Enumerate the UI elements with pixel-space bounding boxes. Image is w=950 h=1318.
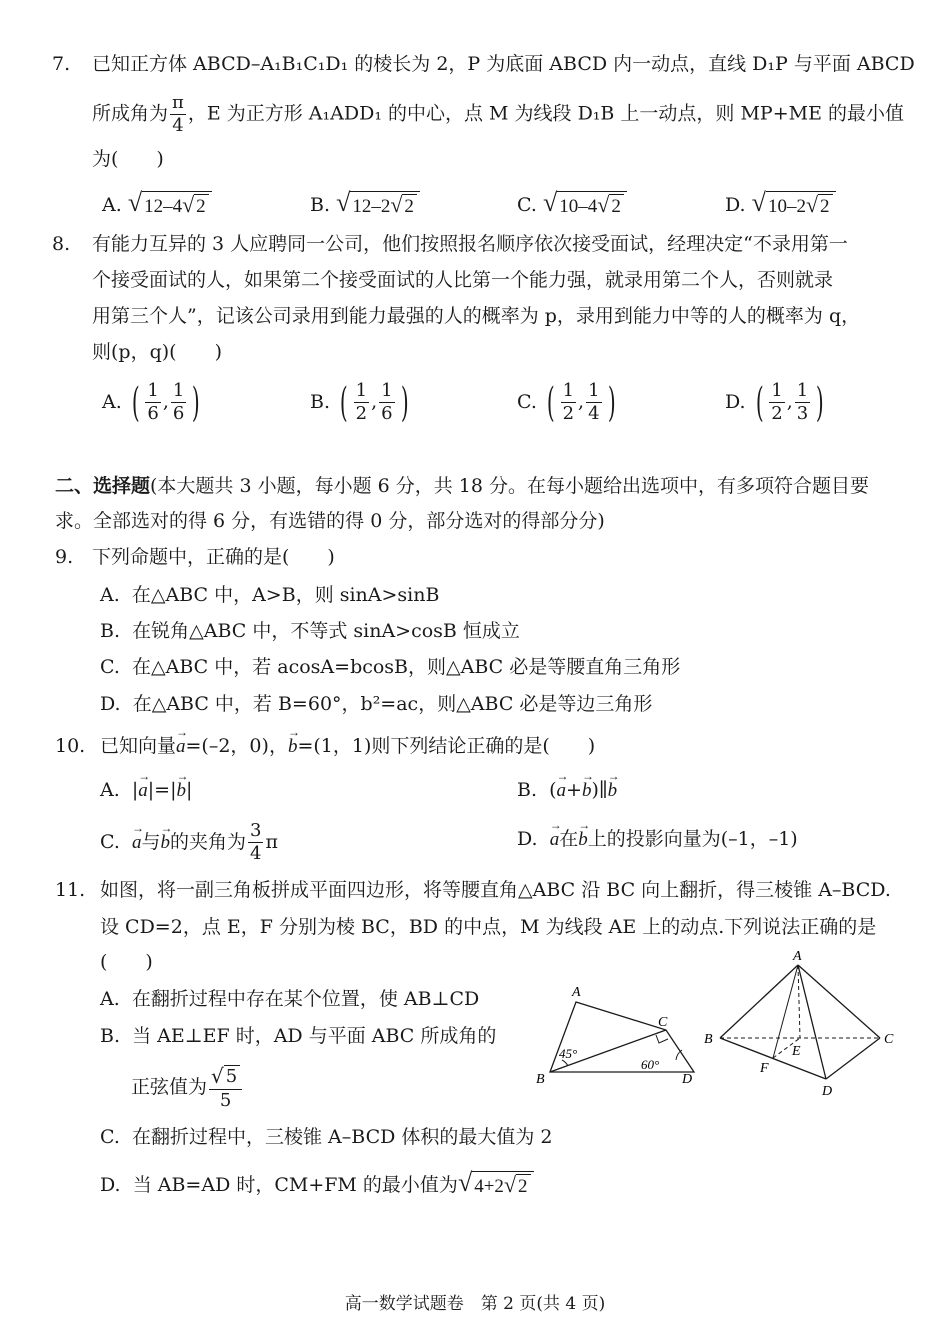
fig1-angle-60: 60°: [641, 1057, 660, 1072]
q7-line1: 已知正方体 ABCD–A₁B₁C₁D₁ 的棱长为 2，P 为底面 ABCD 内一动点，直线 D₁P 与平面 ABCD: [92, 53, 915, 75]
q10-option-b[interactable]: B. (→ a+→ b)∥→ b: [517, 781, 617, 800]
q9-stem: 下列命题中，正确的是( ): [92, 546, 335, 568]
q11-line3: ( ): [100, 951, 153, 973]
q11-number: 11.: [55, 879, 86, 901]
edge-cd: [826, 1038, 880, 1079]
q8-number: 8.: [52, 233, 71, 255]
q9-option-d[interactable]: D. 在△ABC 中，若 B=60°，b²=ac，则△ABC 必是等边三角形: [100, 693, 653, 715]
q7-angle-fraction: $\frac{\pi}{4}$: [172, 92, 184, 136]
sqrt-expression: √ 10–2 √ 2: [752, 190, 836, 216]
q8-option-a[interactable]: A. ( $\frac{1}{6}$ , $\frac{1}{6}$ ): [102, 379, 201, 426]
sqrt-expression: √ 12–2 √ 2: [336, 190, 420, 216]
section2-title: 二、选择题: [55, 475, 151, 497]
fig2-label-d: D: [822, 1084, 833, 1099]
q11-option-b[interactable]: B. 当 AE⊥EF 时，AD 与平面 ABC 所成角的: [100, 1025, 497, 1047]
q11-line2: 设 CD=2，点 E，F 分别为棱 BC，BD 的中点，M 为线段 AE 上的动点.下列说法正确的是: [100, 916, 877, 938]
fig2-label-e: E: [792, 1044, 801, 1059]
section2-desc2: 求。全部选对的得 6 分，有选错的得 0 分，部分选对的得部分分): [55, 510, 605, 532]
fig2-label-c: C: [884, 1032, 894, 1047]
q7-option-a[interactable]: A. √ 12–4 √ 2: [102, 190, 212, 216]
page-footer: 高一数学试题卷 第 2 页(共 4 页): [344, 1294, 606, 1314]
q9-option-b[interactable]: B. 在锐角△ABC 中，不等式 sinA>cosB 恒成立: [100, 620, 520, 642]
figure-quadrilateral: [528, 980, 708, 1095]
q8-option-c[interactable]: C. ( $\frac{1}{2}$ , $\frac{1}{4}$ ): [517, 379, 616, 426]
q7-option-b[interactable]: B. √ 12–2 √ 2: [310, 190, 420, 216]
q9-number: 9.: [55, 546, 74, 568]
sqrt-expression: √ 12–4 √ 2: [128, 190, 212, 216]
fig2-label-b: B: [704, 1032, 713, 1047]
q7-line2: [92, 94, 904, 135]
q9-option-a[interactable]: A. 在△ABC 中，A>B，则 sinA>sinB: [100, 584, 440, 606]
q8-option-b[interactable]: B. ( $\frac{1}{2}$ , $\frac{1}{6}$ ): [310, 379, 409, 426]
q7-number: 7.: [52, 53, 71, 75]
figure-pyramid: [700, 945, 900, 1105]
q10-stem: 已知向量→ a=(–2，0)，→ b=(1，1)则下列结论正确的是( ): [100, 737, 595, 756]
q11-option-b-cont: 正弦值为 √ 5 5: [131, 1065, 244, 1110]
q11-option-a[interactable]: A. 在翻折过程中存在某个位置，使 AB⊥CD: [100, 988, 480, 1010]
edge-ac: [798, 965, 880, 1038]
fig1-angle-45: 45°: [559, 1046, 578, 1061]
q9-option-c[interactable]: C. 在△ABC 中，若 acosA=bcosB，则△ABC 必是等腰直角三角形: [100, 656, 681, 678]
section2-heading: [55, 477, 869, 496]
q10-option-d[interactable]: D. → a在→ b上的投影向量为(–1，–1): [517, 830, 798, 849]
q8-line3: 用第三个人”，记该公司录用到能力最强的人的概率为 p，录用到能力中等的人的概率为 q，: [92, 305, 861, 327]
q11-option-c[interactable]: C. 在翻折过程中，三棱锥 A–BCD 体积的最大值为 2: [100, 1126, 553, 1148]
q10-option-c[interactable]: C. → a与→ b的夹角为 $\frac{3}{4}$ π: [100, 822, 278, 863]
edge-bd: [720, 1038, 826, 1079]
fig2-label-f: F: [760, 1061, 769, 1076]
fig2-label-a: A: [793, 949, 802, 964]
q7-line3: 为( ): [92, 148, 164, 170]
q8-line4: 则(p，q)( ): [92, 341, 222, 363]
fig1-label-b: B: [536, 1072, 545, 1087]
q10-number: 10.: [55, 735, 86, 757]
q11-line1: 如图，将一副三角板拼成平面四边形，将等腰直角△ABC 沿 BC 向上翻折，得三棱锥 A–BCD.: [100, 879, 891, 901]
q10-option-a[interactable]: A. |→ a|=|→ b|: [100, 781, 192, 800]
edge-ad: [798, 965, 826, 1079]
segment-ae-hidden: [798, 965, 800, 1038]
q11-option-d[interactable]: D. 当 AB=AD 时，CM+FM 的最小值为 √ 4+2 √ 2: [100, 1170, 534, 1196]
q8-line2: 个接受面试的人，如果第二个接受面试的人比第一个能力强，就录用第二个人，否则就录: [92, 269, 834, 291]
q8-line1: 有能力互异的 3 人应聘同一公司，他们按照报名顺序依次接受面试，经理决定“不录用第一: [92, 233, 848, 255]
fig1-label-d: D: [682, 1072, 693, 1087]
right-angle-mark: [656, 1035, 668, 1043]
sqrt-expression: √ 4+2 √ 2: [458, 1170, 534, 1196]
fig1-label-c: C: [658, 1015, 668, 1030]
q7-line2-before: 所成角为: [92, 102, 169, 125]
q7-option-c[interactable]: C. √ 10–4 √ 2: [517, 190, 627, 216]
sqrt-expression: √ 10–4 √ 2: [543, 190, 627, 216]
section2-desc1: (本大题共 3 小题，每小题 6 分，共 18 分。在每小题给出选项中，有多项符合题目要: [150, 475, 870, 497]
q8-option-d[interactable]: D. ( $\frac{1}{2}$ , $\frac{1}{3}$ ): [725, 379, 824, 426]
edge-ab: [720, 965, 798, 1038]
q7-option-d[interactable]: D. √ 10–2 √ 2: [725, 190, 836, 216]
quad-outline: [550, 1002, 694, 1072]
fig1-label-a: A: [572, 985, 581, 1000]
q7-line2-after: ，E 为正方形 A₁ADD₁ 的中心，点 M 为线段 D₁B 上一动点，则 MP+ME 的最小值: [187, 102, 904, 125]
